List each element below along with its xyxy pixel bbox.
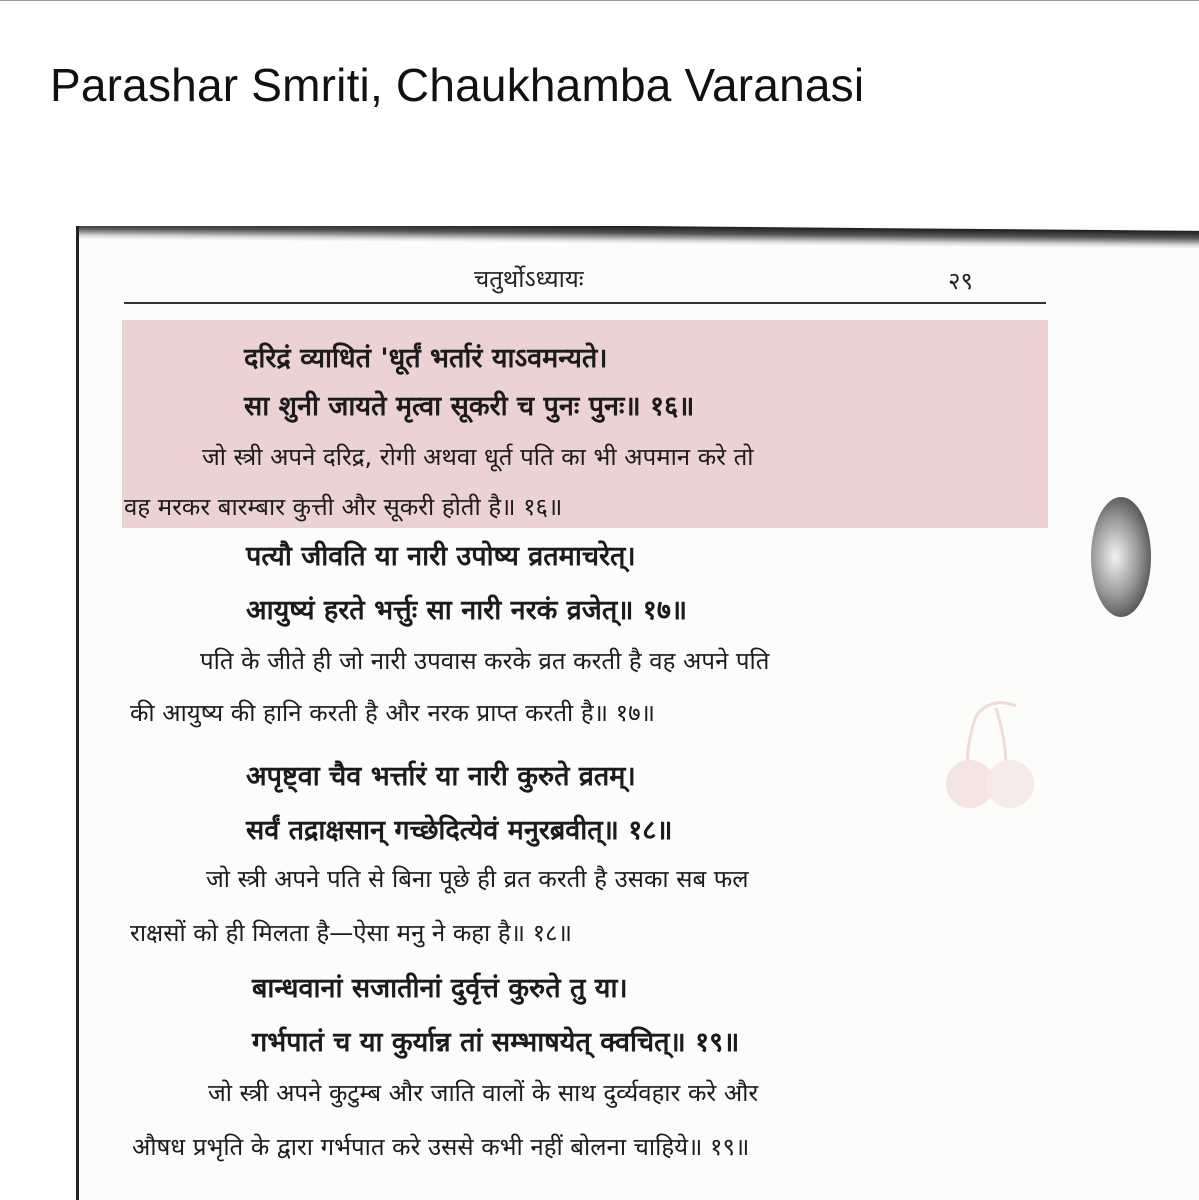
verse-16-line-2: सा शुनी जायते मृत्वा सूकरी च पुनः पुनः॥ १६॥: [244, 391, 695, 422]
scan-top-shadow: [76, 226, 1199, 249]
scan-edge-artifact: [1091, 497, 1151, 617]
verse-18-line-2: सर्वं तद्राक्षसान् गच्छेदित्येवं मनुरब्रवीत्॥ १८॥: [246, 815, 673, 846]
page-number: २९: [948, 267, 973, 295]
translation-17-line-1: पति के जीते ही जो नारी उपवास करके व्रत करती है वह अपने पति: [200, 647, 770, 675]
translation-19-line-1: जो स्त्री अपने कुटुम्ब और जाति वालों के साथ दुर्व्यवहार करे और: [208, 1079, 759, 1107]
verse-18-line-1: अपृष्ट्वा चैव भर्त्तारं या नारी कुरुते व्रतम्।: [246, 761, 636, 792]
translation-18-line-2: राक्षसों को ही मिलता है—ऐसा मनु ने कहा है॥ १८॥: [130, 919, 572, 947]
translation-16-line-1: जो स्त्री अपने दरिद्र, रोगी अथवा धूर्त पति का भी अपमान करे तो: [202, 443, 754, 471]
translation-19-line-2: औषध प्रभृति के द्वारा गर्भपात करे उससे कभी नहीं बोलना चाहिये॥ १९॥: [132, 1133, 750, 1161]
verse-19-line-2: गर्भपातं च या कुर्यान्न तां सम्भाषयेत् क्वचित्॥ १९॥: [252, 1027, 740, 1058]
translation-17-line-2: की आयुष्य की हानि करती है और नरक प्राप्त करती है॥ १७॥: [130, 699, 655, 727]
translation-16-line-2: वह मरकर बारम्बार कुत्ती और सूकरी होती है॥ १६॥: [124, 493, 563, 521]
verse-19-line-1: बान्धवानां सजातीनां दुर्वृत्तं कुरुते तु या।: [252, 973, 628, 1004]
chapter-header: चतुर्थोऽध्यायः: [474, 265, 584, 293]
translation-18-line-1: जो स्त्री अपने पति से बिना पूछे ही व्रत करती है उसका सब फल: [206, 865, 749, 893]
header-rule: [124, 302, 1046, 304]
verse-16-line-1: दरिद्रं व्याधितं 'धूर्तं भर्तारं याऽवमन्यते।: [244, 343, 608, 374]
scanned-page: [76, 226, 1199, 1200]
top-divider: [0, 0, 1199, 1]
scan-left-edge: [76, 226, 79, 1200]
image-caption: Parashar Smriti, Chaukhamba Varanasi: [50, 59, 865, 111]
verse-17-line-1: पत्यौ जीवति या नारी उपोष्य व्रतमाचरेत्।: [246, 541, 636, 572]
verse-17-line-2: आयुष्यं हरते भर्त्तुः सा नारी नरकं व्रजेत्॥ १७॥: [246, 595, 688, 626]
cherry-watermark-icon: [936, 696, 1046, 816]
